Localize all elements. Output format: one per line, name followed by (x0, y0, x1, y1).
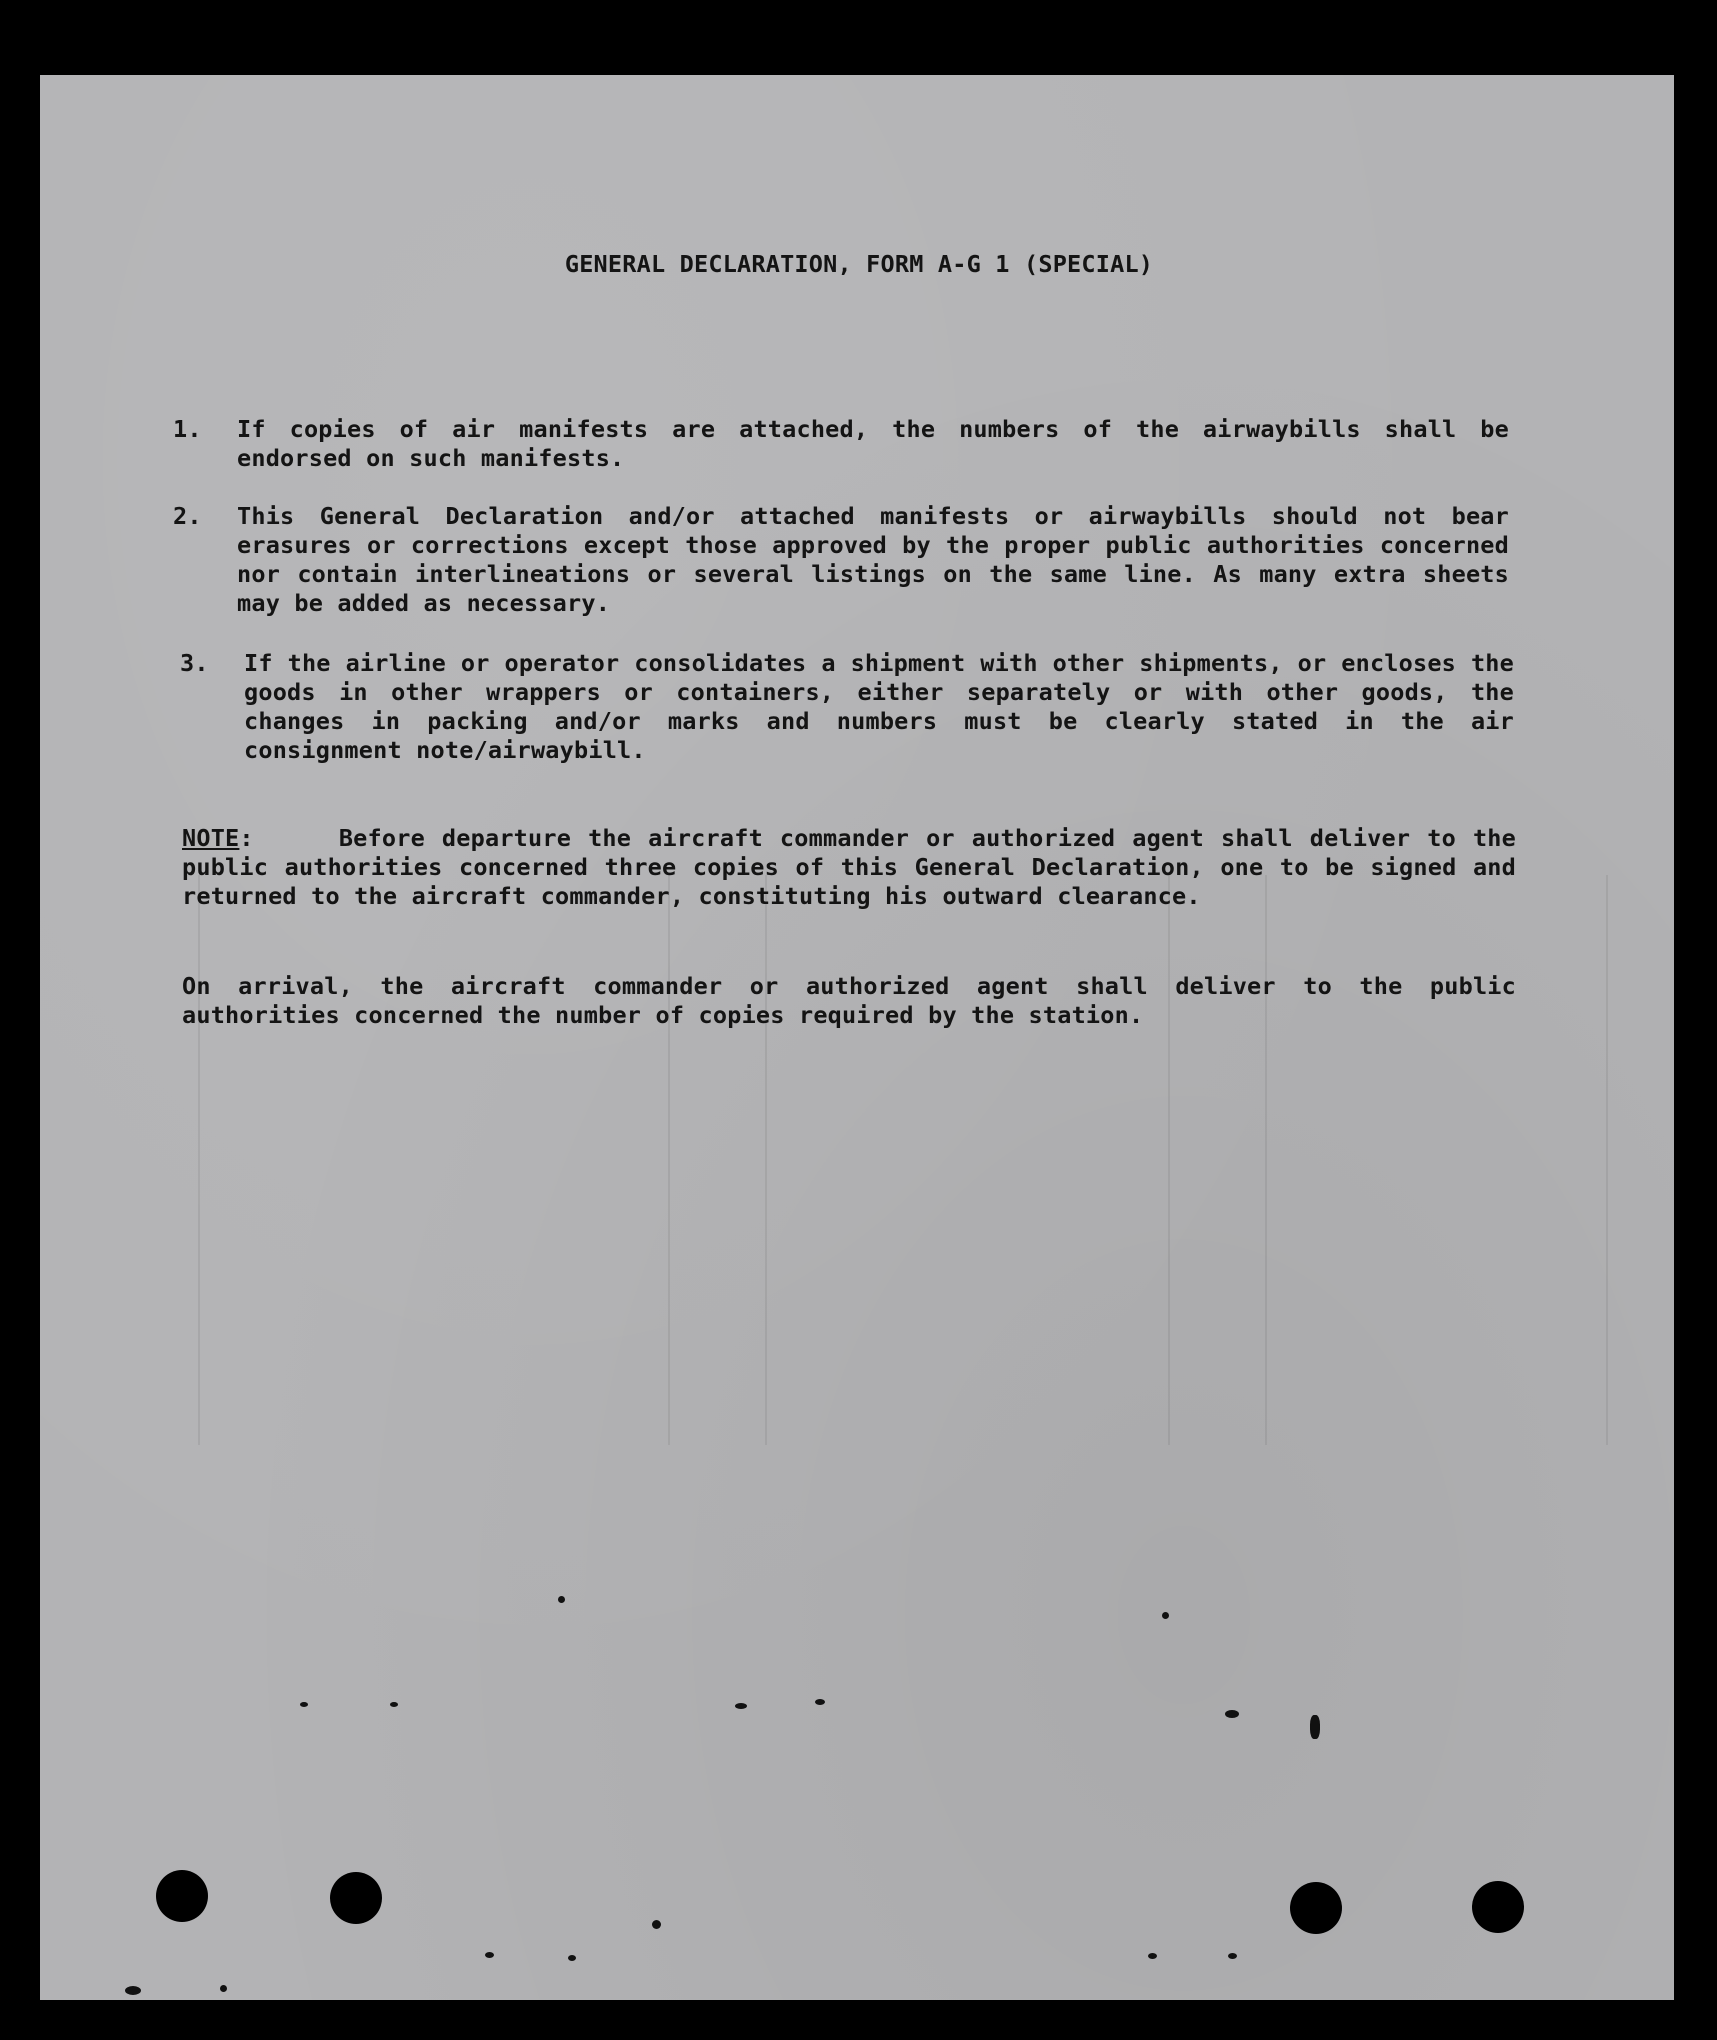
punch-hole (1290, 1882, 1342, 1934)
item-text: If the airline or operator consolidates a shipment with other shipments, or encloses the goods in other wrappers or containers, either separately or with other goods, the changes in packing and/or marks and numbers must be clearly stated in the air consignment note/airwaybill. (244, 649, 1514, 764)
speck (735, 1703, 747, 1709)
bleed-through-rule (765, 875, 767, 1445)
instruction-item (173, 415, 1509, 473)
speck (300, 1702, 308, 1707)
speck (1225, 1710, 1239, 1718)
bleed-through-rule (1265, 875, 1267, 1445)
item-number: 2. (173, 502, 202, 530)
speck (568, 1955, 576, 1961)
item-text: This General Declaration and/or attached manifests or airwaybills should not bear erasures or corrections except those approved by the proper public authorities concerned nor contain interlineations or several listings on the same line. As many extra sheets may be added as necessary. (237, 502, 1509, 617)
speck (390, 1702, 398, 1707)
punch-hole (330, 1872, 382, 1924)
note-paragraph (182, 824, 1516, 911)
instruction-item (173, 502, 1509, 618)
speck (1162, 1612, 1169, 1619)
note-label: NOTE (182, 824, 240, 852)
note-separator: : (239, 824, 254, 852)
speck (815, 1699, 825, 1705)
bleed-through-table (198, 875, 1608, 1445)
speck (558, 1596, 565, 1603)
item-number: 1. (173, 415, 202, 443)
speck (485, 1952, 494, 1958)
punch-hole (1472, 1881, 1524, 1933)
document-sheet (40, 75, 1674, 2000)
speck (652, 1920, 661, 1929)
arrival-paragraph: On arrival, the aircraft commander or authorized agent shall deliver to the public authorities concerned the number of copies required by the station. (182, 972, 1516, 1029)
speck (220, 1985, 227, 1992)
item-text: If copies of air manifests are attached, the numbers of the airwaybills shall be endorsed on such manifests. (237, 415, 1509, 472)
punch-hole (156, 1870, 208, 1922)
item-number: 3. (180, 649, 209, 677)
instruction-item (180, 649, 1514, 765)
document-title: GENERAL DECLARATION, FORM A-G 1 (SPECIAL) (564, 250, 1154, 278)
bleed-through-rule (1168, 875, 1170, 1445)
speck (1228, 1953, 1237, 1959)
speck (1148, 1953, 1157, 1959)
speck (125, 1986, 141, 1995)
speck (1310, 1715, 1320, 1739)
note-text: Before departure the aircraft commander or authorized agent shall deliver to the public authorities concerned three copies of this General Declaration, one to be signed and returned to the aircraft commander, constituting his outward clearance. (182, 824, 1516, 910)
bleed-through-rule (668, 875, 670, 1445)
